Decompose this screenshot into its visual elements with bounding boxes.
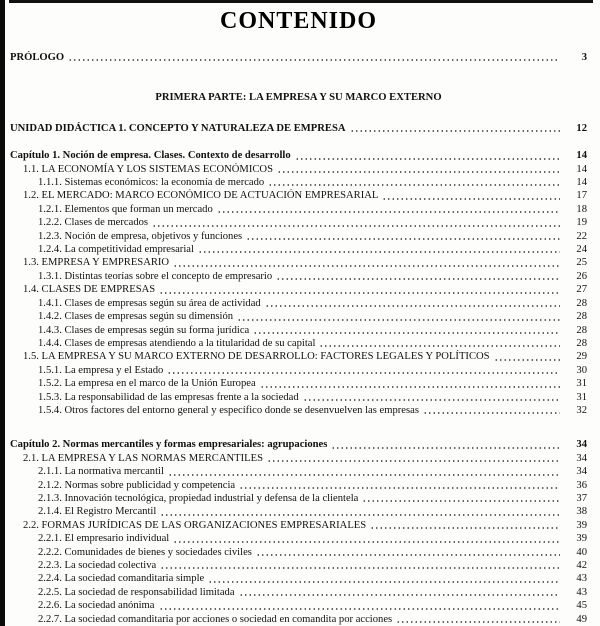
- toc-entry-page: 14: [576, 177, 587, 189]
- dot-leader: [173, 541, 560, 543]
- toc-row: [10, 243, 587, 256]
- toc-row: [10, 465, 587, 478]
- toc-entry-label: 2.2.4. La sociedad comanditaria simple: [38, 573, 205, 585]
- toc-row: [10, 505, 587, 518]
- toc-entry-page: 43: [576, 573, 587, 585]
- toc-row: [10, 230, 587, 243]
- toc-row: [10, 189, 587, 202]
- toc-row: [10, 310, 587, 323]
- dot-leader: [268, 184, 560, 186]
- toc-entry-label: PRIMERA PARTE: LA EMPRESA Y SU MARCO EXTERNO: [155, 92, 442, 104]
- toc-entry-label: 1.4. CLASES DE EMPRESAS: [23, 284, 156, 296]
- toc-entry-page: 38: [576, 506, 587, 518]
- dot-leader: [152, 225, 560, 227]
- toc-entry-page: 18: [576, 203, 587, 215]
- toc-entry-label: 2.2. FORMAS JURÍDICAS DE LAS ORGANIZACIONES EMPRESARIALES: [23, 519, 367, 531]
- toc-row: [10, 559, 587, 572]
- dot-leader: [331, 447, 560, 449]
- toc-row: [10, 599, 587, 612]
- toc-row: [10, 176, 587, 189]
- toc-entry-label: 2.2.3. La sociedad colectiva: [38, 560, 157, 571]
- toc-entry-label: 2.1.2. Normas sobre publicidad y competencia: [38, 479, 236, 491]
- toc-row: [10, 364, 587, 377]
- toc-entry-label: 1.2.4. La competitividad empresarial: [38, 244, 194, 256]
- toc-row: [10, 492, 587, 505]
- dot-leader: [494, 359, 560, 361]
- toc-row: [10, 546, 587, 559]
- toc-entry-label: 1.3.1. Distintas teorías sobre el concepto de empresario: [38, 270, 273, 282]
- toc-entry-page: 24: [576, 244, 587, 256]
- toc-entry-label: 1.2. EL MERCADO: MARCO ECONÓMICO DE ACTUACIÓN EMPRESARIAL: [23, 190, 379, 202]
- toc-entry-page: 39: [576, 519, 587, 531]
- toc-row: [10, 532, 587, 545]
- dot-leader: [303, 399, 560, 401]
- toc-entry-page: 34: [576, 439, 587, 451]
- dot-leader: [362, 500, 560, 502]
- toc-entry-page: 12: [576, 122, 587, 134]
- toc-entry-label: 1.2.1. Elementos que forman un mercado: [38, 203, 213, 215]
- dot-leader: [167, 372, 560, 374]
- toc-entry-label: 1.5.3. La responsabilidad de las empresas frente a la sociedad: [38, 391, 299, 403]
- dot-leader: [260, 386, 560, 388]
- toc-entry-page: 43: [576, 586, 587, 598]
- dot-leader: [168, 474, 560, 476]
- scan-edge-top: [9, 0, 593, 3]
- dot-leader: [319, 345, 560, 347]
- scan-edge-left: [0, 0, 5, 626]
- toc-entry-label: Capítulo 1. Noción de empresa. Clases. Contexto de desarrollo: [10, 150, 291, 162]
- toc-entry-page: 17: [576, 190, 587, 202]
- toc-row: [10, 586, 587, 599]
- dot-leader: [382, 198, 560, 200]
- toc-entry-label: 2.1.1. La normativa mercantil: [38, 466, 164, 478]
- toc-entry-page: 29: [576, 351, 587, 363]
- toc-entry-page: 28: [576, 324, 587, 336]
- toc-entry-label: 1.3. EMPRESA Y EMPRESARIO: [23, 257, 170, 269]
- toc-entry-label: 1.5. LA EMPRESA Y SU MARCO EXTERNO DE DESARROLLO: FACTORES LEGALES Y POLÍTICOS: [23, 351, 490, 363]
- dot-leader: [265, 305, 560, 307]
- toc-entry-page: 22: [576, 230, 587, 242]
- dot-leader: [350, 130, 560, 132]
- dot-leader: [239, 487, 560, 489]
- toc-row: [10, 572, 587, 585]
- dot-leader: [277, 171, 560, 173]
- dot-leader: [267, 460, 560, 462]
- dot-leader: [217, 211, 560, 213]
- toc-entry-page: 27: [576, 284, 587, 296]
- dot-leader: [276, 278, 560, 280]
- dot-leader: [208, 581, 560, 583]
- toc-entry-label: 2.2.5. La sociedad de responsabilidad limitada: [38, 586, 235, 598]
- dot-leader: [253, 332, 560, 334]
- toc-row: [10, 270, 587, 283]
- dot-leader: [159, 608, 561, 610]
- toc-entry-label: 1.1. LA ECONOMÍA Y LOS SISTEMAS ECONÓMICOS: [23, 163, 273, 175]
- toc-entry-label: 1.4.3. Clases de empresas según su forma jurídica: [38, 324, 250, 336]
- dot-leader: [68, 59, 560, 61]
- toc-entry-label: 1.1.1. Sistemas económicos: la economía de mercado: [38, 177, 265, 189]
- dot-leader: [246, 238, 560, 240]
- toc-row: [10, 324, 587, 337]
- toc-entry-label: 1.4.2. Clases de empresas según su dimensión: [38, 311, 234, 323]
- toc-entry-label: 2.2.7. La sociedad comanditaria por acciones o sociedad en comandita por acciones: [38, 613, 393, 625]
- toc-entry-label: 2.1.3. Innovación tecnológica, propiedad industrial y defensa de la clientela: [38, 492, 359, 504]
- toc-entry-label: 2.2.1. El empresario individual: [38, 533, 170, 545]
- toc-entry-page: 40: [576, 546, 587, 558]
- toc-row: [10, 297, 587, 310]
- dot-leader: [423, 412, 560, 414]
- toc-entry-label: 2.1.4. El Registro Mercantil: [38, 506, 157, 518]
- dot-leader: [239, 594, 560, 596]
- toc-entry-label: 1.2.2. Clases de mercados: [38, 217, 149, 229]
- toc-list: [10, 51, 587, 626]
- toc-entry-label: 2.1. LA EMPRESA Y LAS NORMAS MERCANTILES: [23, 452, 263, 464]
- toc-row: [10, 51, 587, 64]
- toc-entry-page: 19: [576, 217, 587, 229]
- page-title: CONTENIDO: [219, 8, 378, 34]
- toc-entry-label: PRÓLOGO: [10, 52, 65, 63]
- toc-entry-label: 1.4.1. Clases de empresas según su área de actividad: [38, 297, 261, 309]
- toc-entry-label: 1.2.3. Noción de empresa, objetivos y funciones: [38, 230, 243, 242]
- toc-entry-page: 34: [576, 452, 587, 464]
- toc-entry-page: 37: [576, 492, 587, 504]
- toc-entry-page: 34: [576, 466, 587, 478]
- dot-leader: [160, 514, 560, 516]
- toc-row: [10, 404, 587, 417]
- toc-row: [10, 283, 587, 296]
- toc-row: [10, 203, 587, 216]
- dot-leader: [295, 158, 560, 160]
- toc-row: [10, 391, 587, 404]
- toc-part-heading: [10, 91, 587, 104]
- toc-entry-label: 1.4.4. Clases de empresas atendiendo a la titularidad de su capital: [38, 337, 316, 349]
- toc-entry-page: 39: [576, 533, 587, 545]
- dot-leader: [173, 265, 560, 267]
- toc-entry-label: 2.2.2. Comunidades de bienes y sociedades civiles: [38, 546, 252, 558]
- toc-row: [10, 438, 587, 451]
- toc-entry-page: 49: [576, 613, 587, 625]
- toc-row: [10, 350, 587, 363]
- toc-row: [10, 216, 587, 229]
- toc-entry-page: 32: [576, 404, 587, 416]
- toc-row: [10, 519, 587, 532]
- toc-entry-label: 1.5.1. La empresa y el Estado: [38, 364, 164, 376]
- toc-row: [10, 149, 587, 162]
- toc-row: [10, 613, 587, 626]
- toc-entry-label: 2.2.6. La sociedad anónima: [38, 600, 155, 612]
- toc-entry-label: UNIDAD DIDÁCTICA 1. CONCEPTO Y NATURALEZA DE EMPRESA: [10, 122, 346, 134]
- dot-leader: [159, 292, 560, 294]
- dot-leader: [370, 527, 560, 529]
- toc-entry-page: 28: [576, 337, 587, 349]
- toc-entry-page: 36: [576, 479, 587, 491]
- toc-row: [10, 377, 587, 390]
- toc-entry-page: 14: [576, 163, 587, 175]
- dot-leader: [198, 251, 560, 253]
- toc-entry-label: 1.5.4. Otros factores del entorno general y específico donde se desenvuelven las empresas: [38, 404, 419, 416]
- toc-entry-label: Capítulo 2. Normas mercantiles y formas empresariales: agrupaciones: [10, 439, 328, 451]
- toc-entry-page: 14: [576, 150, 587, 162]
- toc-entry-page: 30: [576, 364, 587, 376]
- page-content: [10, 4, 587, 626]
- toc-entry-page: 31: [576, 378, 587, 390]
- toc-entry-page: 28: [576, 311, 587, 323]
- toc-entry-page: 42: [576, 560, 587, 571]
- dot-leader: [396, 621, 560, 623]
- dot-leader: [256, 554, 560, 556]
- toc-entry-page: 3: [581, 52, 587, 63]
- toc-entry-page: 25: [576, 257, 587, 269]
- dot-leader: [160, 567, 560, 569]
- dot-leader: [237, 319, 560, 321]
- toc-row: [10, 479, 587, 492]
- toc-entry-page: 28: [576, 297, 587, 309]
- toc-entry-page: 31: [576, 391, 587, 403]
- toc-entry-page: 26: [576, 270, 587, 282]
- toc-row: [10, 256, 587, 269]
- toc-row: [10, 337, 587, 350]
- toc-entry-page: 45: [576, 600, 587, 612]
- toc-row: [10, 122, 587, 135]
- toc-entry-label: 1.5.2. La empresa en el marco de la Unión Europea: [38, 378, 256, 390]
- toc-row: [10, 452, 587, 465]
- toc-row: [10, 163, 587, 176]
